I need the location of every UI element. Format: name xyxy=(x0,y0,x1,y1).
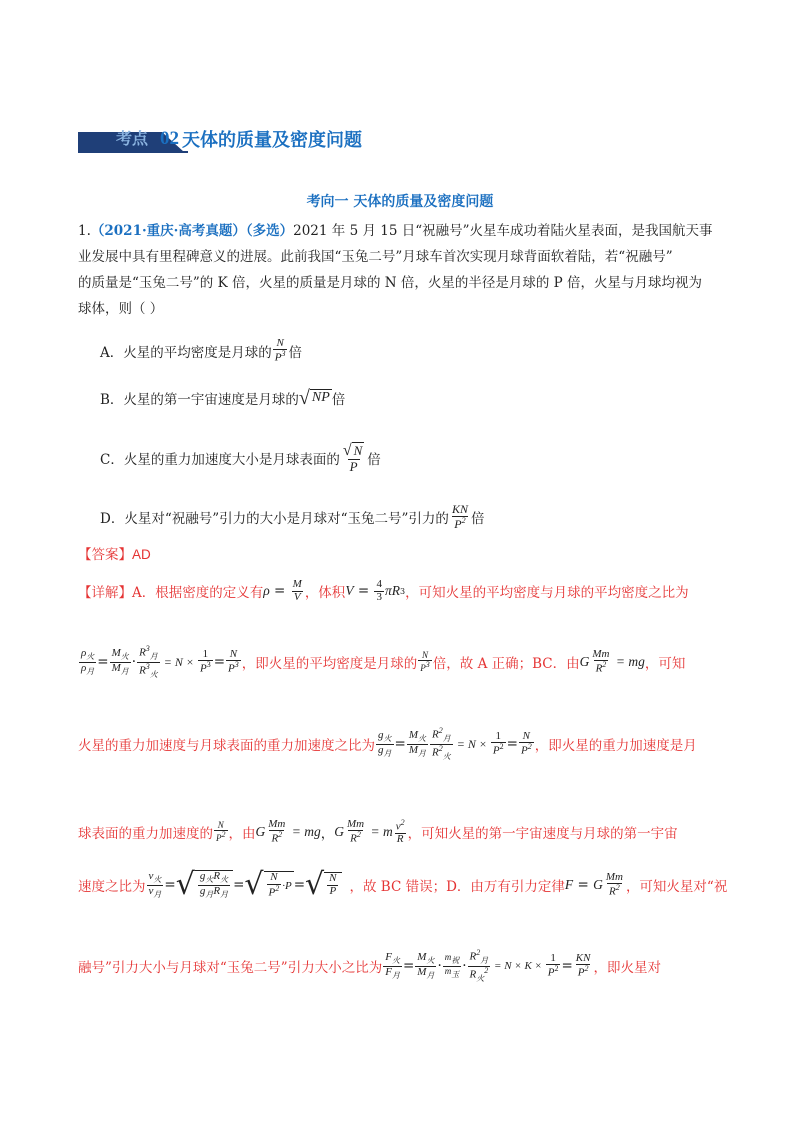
option-c-suffix: 倍 xyxy=(367,452,381,468)
option-a-label: A．火星的平均密度是月球的 xyxy=(100,345,272,361)
option-c[interactable] xyxy=(100,438,381,478)
stem-line-3: 的质量是“玉兔二号”的 K 倍，火星的质量是月球的 N 倍，火星的半径是月球的 P 倍，火星与月球均视为 xyxy=(78,275,703,291)
explanation-text-4b: ，由 xyxy=(228,826,256,842)
question-stem xyxy=(78,218,728,322)
question-line-1 xyxy=(78,218,728,244)
question-number: 1. xyxy=(78,223,91,239)
explanation-text-5b: ，故 BC 错误；D．由万有引力定律 xyxy=(349,879,565,895)
answer-value: AD xyxy=(132,547,151,562)
explanation-line-4: 球表面的重力加速度的 $\frac{N}{P^2}$ ，由 G $\frac{Mm}{R^2}$ = mg ， G $\frac{Mm}{R^2}$ = m $\frac{v^2}{R}$ ，可知火星的第一宇宙速度与月球的第一宇宙 xyxy=(78,817,678,845)
explanation-text-2c: ，可知 xyxy=(644,656,686,672)
option-c-formula: √ N P xyxy=(342,441,363,474)
explanation-text-3a: 火星的重力加速度与月球表面的重力加速度之比为 xyxy=(78,738,375,754)
explanation-text-1c: ，可知火星的平均密度与月球的平均密度之比为 xyxy=(405,585,689,601)
option-d-formula: $\frac{KN}{P^2}$ xyxy=(451,502,468,531)
explanation-line-6 xyxy=(78,942,661,990)
explanation-line-1 xyxy=(78,574,689,608)
option-b-suffix: 倍 xyxy=(331,392,346,408)
density-formula: ρ = $\frac{M}{V}$ xyxy=(263,577,302,603)
velocity-ratio-formula: $\frac{v_火}{v_月}$ = √ $\frac{g_火R_火}{g_月R_月}$ = √ $\frac{N}{P^2}$ ·P = √ $\frac{N}{P}$ xyxy=(146,870,342,900)
universal-gravitation-formula: F = G $\frac{Mm}{R^2}$ xyxy=(564,870,623,898)
option-b[interactable] xyxy=(100,383,345,413)
section-title: 考向一 天体的质量及密度问题 xyxy=(306,194,494,210)
explanation-text-3b: ，即火星的重力加速度是月 xyxy=(534,738,697,754)
volume-formula: V = $\frac{4}{3}$ πR 3 xyxy=(345,577,406,603)
density-ratio-formula: $\frac{\rho_火}{\rho_月}$ = $\frac{M_火}{M_月}$ · $\frac{R^3_月}{R^3_火}$ = N × $\frac{1}{P^3}$ = $\frac{N}{P^3}$ xyxy=(81,644,239,679)
force-ratio-formula: $\frac{F_火}{F_月}$ = $\frac{M_火}{M_月}$ · $\frac{m_祝}{m_玉}$ · $\frac{R^2_月}{R_火^2}$ = N × K × $\frac{1}{P^2}$ = $\frac{KN}{P^2}$ xyxy=(385,948,591,983)
banner-tag: 考点 xyxy=(116,129,149,148)
stem-line-1: 2021 年 5 月 15 日“祝融号”火星车成功着陆火星表面，是我国航天事 xyxy=(293,223,713,239)
option-d-suffix: 倍 xyxy=(470,511,485,527)
stem-line-4: 球体，则（ ） xyxy=(78,301,164,317)
explanation-text-6a: 融号”引力大小与月球对“玉兔二号”引力大小之比为 xyxy=(78,960,383,976)
question-source: （2021·重庆·高考真题）（多选） xyxy=(90,223,294,239)
density-result-formula: $\frac{N}{P^3}$ xyxy=(420,649,430,673)
option-d[interactable] xyxy=(100,500,484,534)
explanation-text-1b: ，体积 xyxy=(304,585,346,601)
option-d-label: D．火星对“祝融号”引力的大小是月球对“玉兔二号”引力的 xyxy=(100,511,449,527)
banner-number: 02 xyxy=(160,128,179,149)
explanation-text-4a: 球表面的重力加速度的 xyxy=(78,826,213,842)
explanation-text-1a: A．根据密度的定义有 xyxy=(132,585,264,601)
stem-line-2: 业发展中具有里程碑意义的进展。此前我国“玉兔二号”月球车首次实现月球背面软着陆，若“祝融号” xyxy=(78,249,673,265)
gravity-formula: G $\frac{Mm}{R^2}$ = mg xyxy=(579,647,645,675)
topic-banner xyxy=(78,124,398,156)
gravity-result-formula: $\frac{N}{P^2}$ xyxy=(216,819,226,843)
option-b-label: B．火星的第一宇宙速度是月球的 xyxy=(100,392,299,408)
explanation-line-2 xyxy=(78,642,685,682)
explanation-label: 【详解】 xyxy=(78,585,132,601)
explanation-line-3 xyxy=(78,722,697,766)
explanation-text-2b: 倍，故 A 正确；BC．由 xyxy=(432,656,580,672)
answer-label: 【答案】 xyxy=(78,547,132,563)
orbital-formula: G $\frac{Mm}{R^2}$ = m $\frac{v^2}{R}$ xyxy=(334,817,405,845)
answer-line xyxy=(78,544,151,566)
option-a-formula: $\frac{N}{P^3}$ xyxy=(274,336,286,364)
explanation-line-5 xyxy=(78,860,727,910)
option-b-formula: √ NP xyxy=(298,387,330,409)
option-a-suffix: 倍 xyxy=(288,345,302,361)
explanation-text-4c: ，可知火星的第一宇宙速度与月球的第一宇宙 xyxy=(407,826,678,842)
gravity-ratio-formula: $\frac{g_火}{g_月}$ = $\frac{M_火}{M_月}$ $\frac{R^2_月}{R^2_火}$ = N × $\frac{1}{P^2}$ = $\frac{N}{P^2}$ xyxy=(378,726,532,761)
explanation-text-2a: ，即火星的平均密度是月球的 xyxy=(241,656,418,672)
explanation-text-5a: 速度之比为 xyxy=(78,879,146,895)
surface-gravity-formula: G $\frac{Mm}{R^2}$ = mg xyxy=(255,817,321,845)
option-a[interactable] xyxy=(100,336,302,366)
explanation-text-6b: ，即火星对 xyxy=(593,960,661,976)
option-c-label: C．火星的重力加速度大小是月球表面的 xyxy=(100,452,340,468)
page-title: 天体的质量及密度问题 xyxy=(182,130,362,151)
explanation-text-5c: ，可知火星对“祝 xyxy=(625,879,728,895)
